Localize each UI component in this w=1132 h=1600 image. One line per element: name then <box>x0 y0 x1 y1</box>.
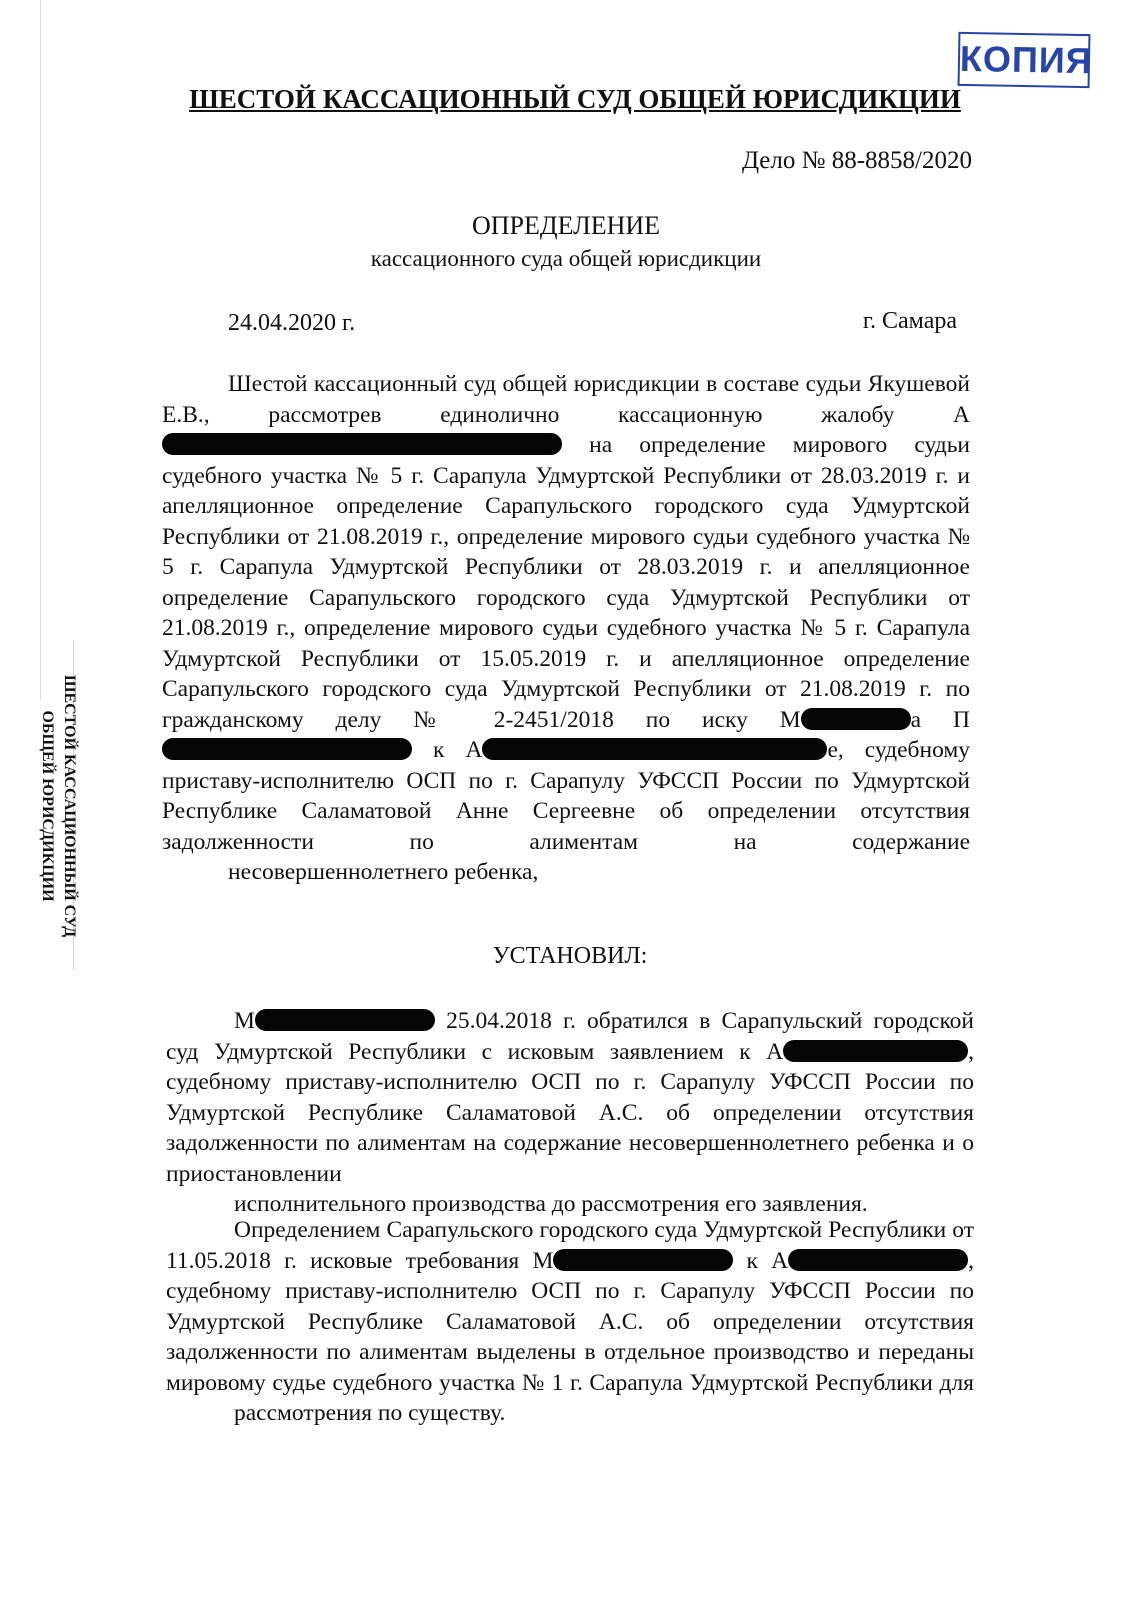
text-run: несовершеннолетнего ребенка, <box>228 859 539 885</box>
redaction-bar <box>553 1249 733 1271</box>
redaction-bar <box>482 738 827 760</box>
redaction-bar <box>801 708 911 730</box>
document-city: г. Самара <box>862 308 957 334</box>
paragraph-introduction <box>162 369 970 888</box>
text-run: рассмотрения по существу. <box>234 1400 506 1426</box>
redaction-bar <box>162 738 412 760</box>
redaction-bar <box>255 1009 435 1031</box>
text-run: 25.04.2018 г. обратился в Сарапульский городской суд Удмуртской Республики с исковым заявлением к А <box>166 1008 974 1065</box>
side-stamp-line-1: ШЕСТОЙ КАССАЦИОННЫЙ СУД <box>61 674 78 938</box>
text-run: М <box>234 1008 255 1034</box>
text-run: исполнительного производства до рассмотрения его заявления. <box>234 1191 868 1217</box>
document-title: ОПРЕДЕЛЕНИЕ <box>471 211 661 240</box>
case-number: Дело № 88-8858/2020 <box>741 147 972 174</box>
text-run: к А <box>412 737 483 763</box>
side-stamp-line-2: ОБЩЕЙ ЮРИСДИКЦИИ <box>39 710 56 902</box>
document-date: 24.04.2020 г. <box>228 310 356 336</box>
redaction-bar <box>162 433 562 455</box>
text-run: , судебному приставу-исполнителю ОСП по г. Сарапулу УФССП России по Удмуртской Республике Саламатовой А.С. об определении отсутствия задолженности по алиментам выделены в отдельное производство и переданы мировому судье судебного участка № 1 г. Сарапула Удмуртской Республики для <box>166 1247 974 1396</box>
scan-edge-line <box>40 0 41 700</box>
paragraph-ruling <box>166 1215 974 1429</box>
text-run: Шестой кассационный суд общей юрисдикции в составе судьи Якушевой Е.В., рассмотрев единолично кассационную жалобу А <box>162 371 970 428</box>
paragraph-facts <box>166 1006 974 1220</box>
side-court-stamp <box>28 656 80 956</box>
text-run: Определением Сарапульского городского суда Удмуртской Республики от 11.05.2018 г. исковые требования М <box>166 1217 974 1274</box>
text-run: , судебному приставу-исполнителю ОСП по г. Сарапулу УФССП России по Удмуртской Республике Саламатовой А.С. об определении отсутствия задолженности по алиментам на содержание несовершеннолетнего ребенка и о приостановлении <box>166 1038 974 1187</box>
text-run: на определение мирового судьи судебного участка № 5 г. Сарапула Удмуртской Республики от 28.03.2019 г. и апелляционное определение Сарапульского городского суда Удмуртской Республики от 21.08.2019 г., определение мирового судьи судебного участка № 5 г. Сарапула Удмуртской Республики от 28.03.2019 г. и апелляционное определение Сарапульского городского суда Удмуртской Республики от 21.08.2019 г., определение мирового судьи судебного участка № 5 г. Сарапула Удмуртской Республики от 15.05.2019 г. и апелляционное определение Сарапульского городского суда Удмуртской Республики от 21.08.2019 г. по гражданскому делу № 2-2451/2018 по иску М <box>162 432 970 733</box>
text-run: а П <box>910 706 970 733</box>
redaction-bar <box>788 1249 968 1271</box>
copy-stamp: КОПИЯ <box>958 32 1091 88</box>
text-run: к А <box>733 1247 789 1274</box>
redaction-bar <box>783 1040 968 1062</box>
text-run: е, судебному приставу-исполнителю ОСП по г. Сарапулу УФССП России по Удмуртской Республике Саламатовой Анне Сергеевне об определении отсутствия задолженности по алиментам на содержание <box>162 737 970 855</box>
court-name-heading: ШЕСТОЙ КАССАЦИОННЫЙ СУД ОБЩЕЙ ЮРИСДИКЦИИ <box>189 84 961 114</box>
document-subtitle: кассационного суда общей юрисдикции <box>370 246 762 271</box>
section-heading-established: УСТАНОВИЛ: <box>492 943 648 969</box>
